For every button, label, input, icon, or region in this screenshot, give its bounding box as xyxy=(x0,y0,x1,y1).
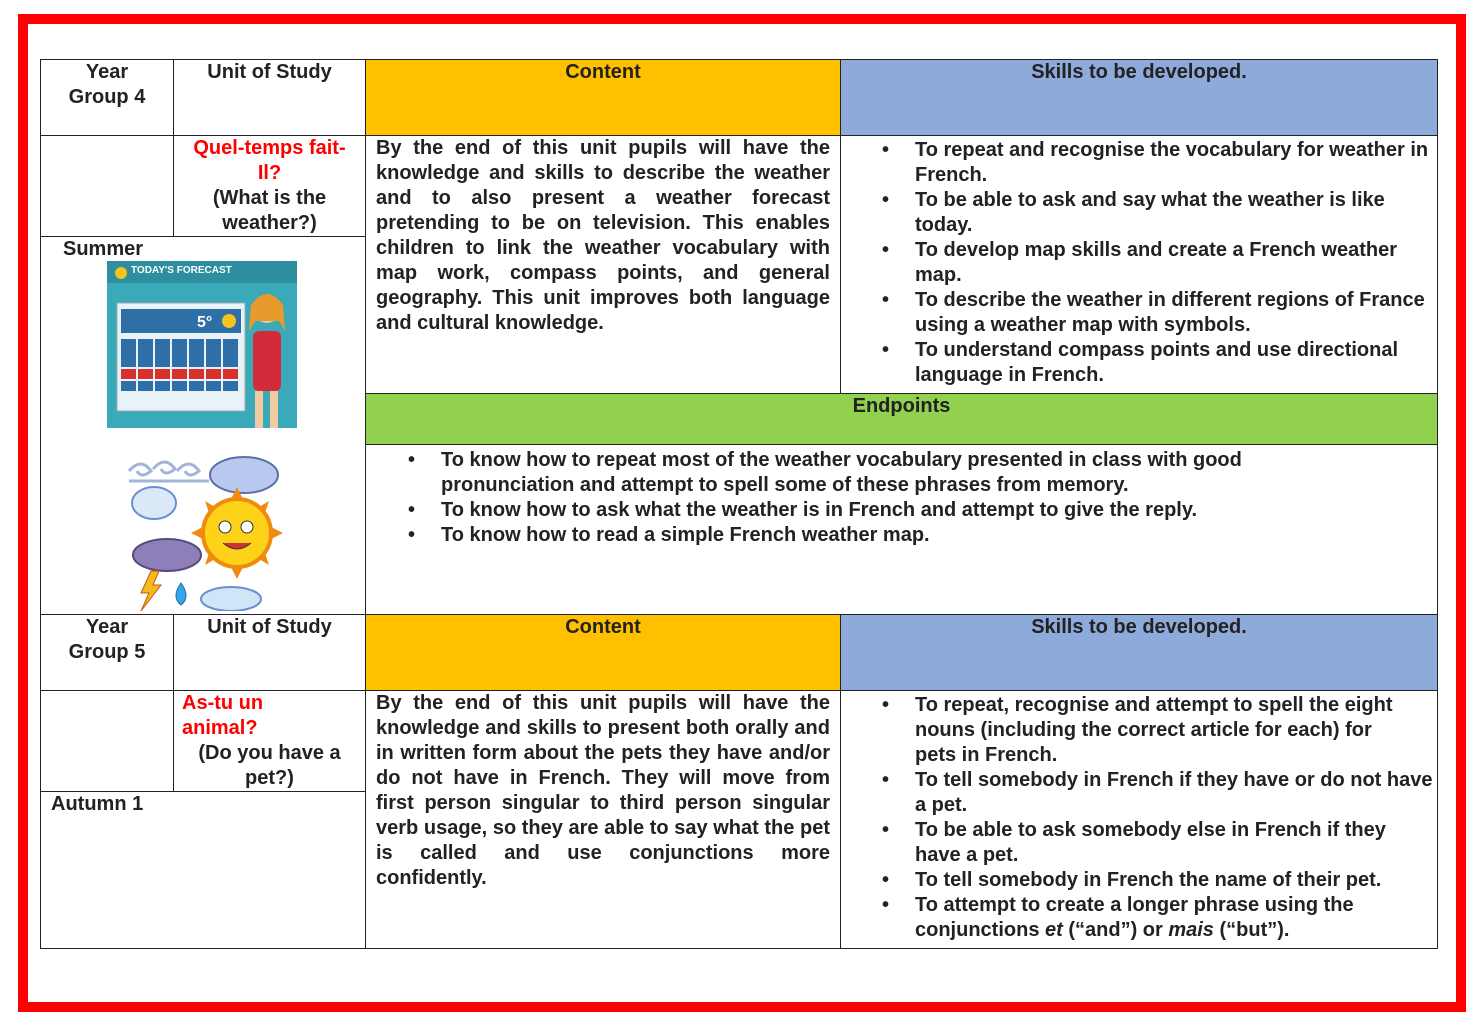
list-item: • To know how to repeat most of the weather vocabulary presented in class with good pronunciation and attempt to spell some of these phrases from memory. xyxy=(441,448,1437,498)
unit-of-study-label: Unit of Study xyxy=(207,616,332,638)
skills-list xyxy=(841,138,1437,388)
content-label: Content xyxy=(565,616,641,638)
y5-content-cell xyxy=(365,690,841,949)
y5-unit-cell xyxy=(173,690,366,792)
y4-content-header xyxy=(365,59,841,136)
skill-text: (“and”) or xyxy=(1062,919,1169,941)
y5-skills-header xyxy=(840,614,1438,691)
y5-skills-cell xyxy=(840,690,1438,949)
forecast-image xyxy=(107,261,297,428)
unit-subtitle: (Do you have a pet?) xyxy=(198,742,341,789)
unit-title: As-tu un animal? xyxy=(182,692,264,739)
y4-endpoints-header xyxy=(365,393,1438,445)
unit-subtitle: (What is the weather?) xyxy=(212,187,327,234)
y4-empty-cell xyxy=(40,135,174,237)
list-item: • To develop map skills and create a French weather map. xyxy=(915,238,1437,288)
y4-content-cell xyxy=(365,135,841,394)
y4-skills-header xyxy=(840,59,1438,136)
weather-clipart xyxy=(119,451,289,611)
list-item: • To understand compass points and use directional language in French. xyxy=(915,338,1437,388)
list-item: • To know how to ask what the weather is in French and attempt to give the reply. xyxy=(441,498,1437,523)
skills-label: Skills to be developed. xyxy=(1031,616,1247,638)
content-text: By the end of this unit pupils will have the knowledge and skills to present both orally and in written form about the pets they have and/or do not have in French. They will move from first person singular to third person singular verb usage, so they are able to say what the pet is called and use conjunctions more confidently. xyxy=(376,692,830,889)
content-text: By the end of this unit pupils will have the knowledge and skills to describe the weather and to also present a weather forecast pretending to be on television. This enables children to link the weather vocabulary with map work, compass points, and general geography. This unit improves both language and cultural knowledge. xyxy=(376,137,830,334)
y4-endpoints-cell xyxy=(365,444,1438,615)
endpoints-label: Endpoints xyxy=(852,395,951,417)
forecast-illustration xyxy=(107,261,297,428)
weather-clipart-svg xyxy=(119,451,289,611)
skill-italic-et: et xyxy=(1045,919,1063,941)
skills-label: Skills to be developed. xyxy=(1031,61,1247,83)
content-label: Content xyxy=(565,61,641,83)
y4-unit-header xyxy=(173,59,366,136)
y4-year-header xyxy=(40,59,174,136)
skills-list xyxy=(841,693,1437,943)
skill-text: (“but”). xyxy=(1213,919,1290,941)
y4-skills-cell xyxy=(840,135,1438,394)
skill-text: To attempt to create a longer phrase using the conjunctions xyxy=(915,894,1354,941)
list-item: • To repeat, recognise and attempt to spell the eight nouns (including the correct article for each) for pets in French. xyxy=(915,693,1437,768)
list-item xyxy=(915,893,1437,943)
term-label: Summer xyxy=(63,238,144,260)
y5-term-cell xyxy=(40,791,366,949)
list-item: • To repeat and recognise the vocabulary for weather in French. xyxy=(915,138,1437,188)
svg-text:5°: 5° xyxy=(197,314,213,331)
skill-italic-mais: mais xyxy=(1168,919,1214,941)
y5-unit-header xyxy=(173,614,366,691)
endpoints-list xyxy=(366,448,1437,548)
unit-of-study-label: Unit of Study xyxy=(207,61,332,83)
y5-content-header xyxy=(365,614,841,691)
y5-year-header xyxy=(40,614,174,691)
year-group-label: Year Group 5 xyxy=(68,616,146,663)
term-label: Autumn 1 xyxy=(51,793,144,815)
year-group-label: Year Group 4 xyxy=(68,61,146,108)
list-item: • To know how to read a simple French weather map. xyxy=(441,523,1437,548)
list-item: • To tell somebody in French if they have or do not have a pet. xyxy=(915,768,1437,818)
list-item: • To describe the weather in different regions of France using a weather map with symbols. xyxy=(915,288,1437,338)
forecast-caption: TODAY'S FORECAST xyxy=(131,265,232,276)
list-item: • To tell somebody in French the name of their pet. xyxy=(915,868,1437,893)
list-item: • To be able to ask somebody else in French if they have a pet. xyxy=(915,818,1437,868)
y5-empty-cell xyxy=(40,690,174,792)
list-item: • To be able to ask and say what the weather is like today. xyxy=(915,188,1437,238)
unit-title: Quel-temps fait-Il? xyxy=(193,137,346,184)
y4-term-cell xyxy=(40,236,366,615)
y4-unit-cell xyxy=(173,135,366,237)
